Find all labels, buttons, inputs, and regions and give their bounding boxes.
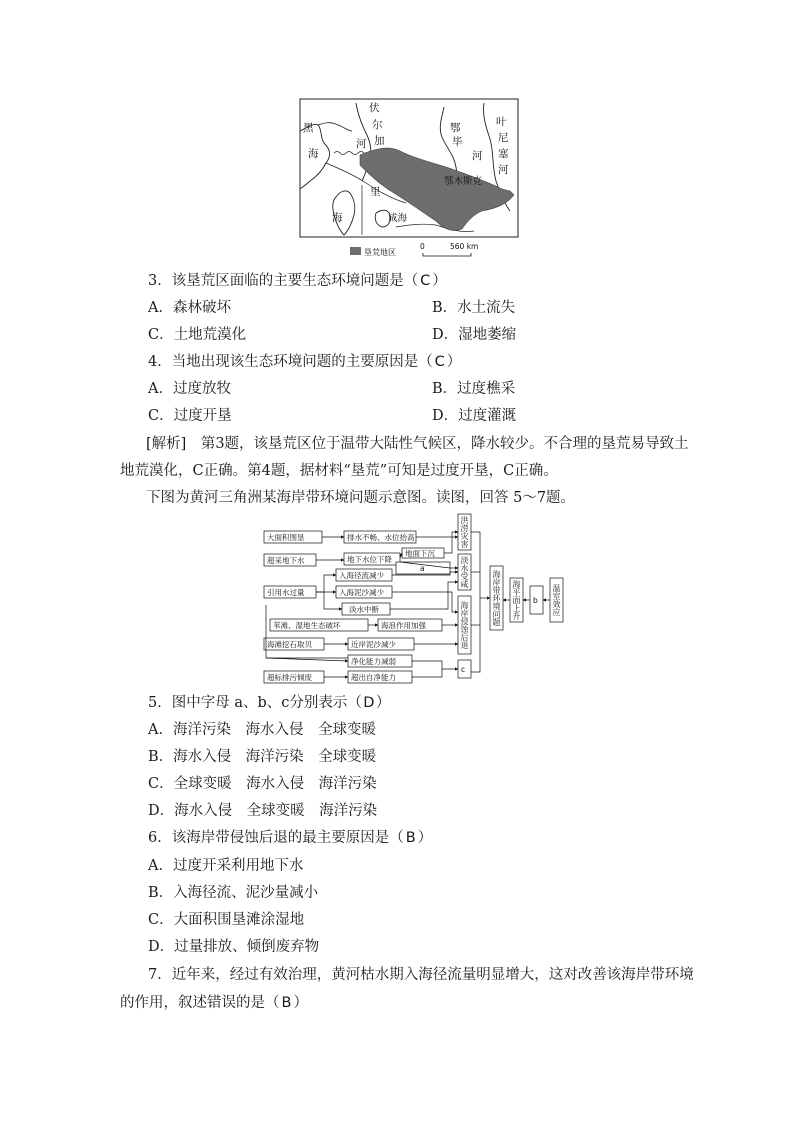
map-label-omsk: 鄂木斯克 bbox=[444, 176, 483, 187]
coastal-flow-diagram bbox=[262, 512, 572, 688]
flow-text-mid-7: 淡水中断 bbox=[349, 605, 379, 614]
q3-option-c: C．土地荒漠化 bbox=[148, 327, 247, 343]
map-label-ob-3: 河 bbox=[472, 150, 483, 162]
q6-option-b: B．入海径流、泥沙量减小 bbox=[148, 885, 319, 901]
map-label-black-2: 海 bbox=[308, 148, 319, 160]
flow-text-left-3: 引用水过量 bbox=[267, 588, 305, 597]
q5-stem: 5．图中字母 a、b、c分别表示（D） bbox=[148, 695, 391, 711]
flow-text-mid-6: 入海泥沙减少 bbox=[339, 588, 384, 597]
q3-option-a: A．森林破坏 bbox=[148, 300, 231, 316]
intro-text: 下图为黄河三角洲某海岸带环境问题示意图。读图，回答 5～7题。 bbox=[146, 490, 576, 506]
q6-answer: B bbox=[405, 830, 416, 846]
map-label-caspian-1: 里 bbox=[370, 186, 381, 198]
flow-text-mid-10: 净化能力减弱 bbox=[351, 657, 396, 666]
q7-answer: B bbox=[281, 995, 292, 1011]
map-label-volga-1: 伏 bbox=[369, 102, 380, 114]
map-label-volga-4: 河 bbox=[356, 138, 367, 150]
q3-answer: C bbox=[420, 273, 431, 289]
flow-text-mid-3: 地面下沉 bbox=[405, 549, 435, 558]
q4-option-c: C．过度开垦 bbox=[148, 408, 232, 424]
map-label-yenisei-4: 河 bbox=[498, 164, 509, 176]
scale-bar bbox=[423, 253, 471, 256]
map-label-yenisei-1: 叶 bbox=[496, 116, 507, 128]
flow-text-left-4: 苇滩、湿地生态破坏 bbox=[273, 621, 341, 630]
flow-text-left-1: 大面积围垦 bbox=[267, 533, 305, 542]
q5-option-b: B．海水入侵 海洋污染 全球变暖 bbox=[148, 749, 377, 765]
q4-option-a: A．过度放牧 bbox=[148, 381, 231, 397]
flow-text-c: c bbox=[461, 665, 466, 674]
q6-option-d: D．过量排放、倾倒废弃物 bbox=[148, 939, 320, 955]
analysis-line-2: 地荒漠化，C正确。第4题，据材料“垦荒”可知是过度开垦，C正确。 bbox=[120, 463, 558, 479]
flow-text-center: 海岸带环境问题 bbox=[492, 570, 501, 626]
map-label-yenisei-2: 尼 bbox=[498, 132, 509, 144]
q6-option-a: A．过度开采利用地下水 bbox=[148, 858, 304, 874]
q4-stem: 4．当地出现该生态环境问题的主要原因是（ C ） bbox=[148, 354, 462, 370]
scale-zero: 0 bbox=[420, 242, 425, 251]
q5-option-c: C．全球变暖 海水入侵 海洋污染 bbox=[148, 776, 377, 792]
q3-option-d: D．湿地萎缩 bbox=[432, 327, 517, 343]
q5-option-a: A．海洋污染 海水入侵 全球变暖 bbox=[148, 722, 376, 738]
flow-text-left-2: 超采地下水 bbox=[267, 556, 305, 565]
map-label-black-1: 黑 bbox=[303, 122, 314, 134]
q6-stem: 6．该海岸带侵蚀后退的最主要原因是（ B ） bbox=[148, 830, 433, 846]
flow-text-mid-5: 入海径流减少 bbox=[339, 571, 384, 580]
reclamation-map bbox=[296, 97, 522, 261]
q5-option-d: D．海水入侵 全球变暖 海洋污染 bbox=[148, 803, 378, 819]
map-label-caspian-2: 海 bbox=[332, 212, 343, 224]
q3-stem: 3．该垦荒区面临的主要生态环境问题是（ C ） bbox=[148, 273, 447, 289]
legend-swatch bbox=[350, 247, 361, 255]
flow-text-rise: 海平面上升 bbox=[512, 580, 521, 620]
flow-text-mid-4: a bbox=[420, 564, 425, 573]
q7-line-1: 7．近年来，经过有效治理，黄河枯水期入海径流量明显增大，这对改善该海岸带环境 bbox=[148, 967, 694, 983]
map-label-volga-2: 尔 bbox=[372, 119, 383, 131]
flow-text-mid-9: 近岸泥沙减少 bbox=[351, 640, 396, 649]
q5-answer: D bbox=[363, 695, 375, 711]
q4-answer: C bbox=[434, 354, 445, 370]
flow-text-b: b bbox=[533, 596, 538, 605]
map-label-volga-3: 加 bbox=[374, 135, 385, 147]
flow-text-col3-3: 海岸侵蚀后退 bbox=[460, 601, 469, 649]
scale-value: 560 km bbox=[450, 242, 479, 251]
q4-option-d: D．过度灌溉 bbox=[432, 408, 517, 424]
map-label-aral: 咸海 bbox=[388, 213, 408, 224]
flow-text-mid-8: 海浪作用加强 bbox=[381, 621, 426, 630]
map-label-yenisei-3: 塞 bbox=[498, 148, 509, 160]
legend-label: 垦荒地区 bbox=[364, 248, 396, 257]
analysis-line-1: [解析] 第3题，该垦荒区位于温带大陆性气候区，降水较少。不合理的垦荒易导致土 bbox=[146, 436, 689, 452]
flow-text-mid-1: 排水不畅、水位抬高 bbox=[347, 533, 415, 542]
q6-option-c: C．大面积围垦滩涂湿地 bbox=[148, 912, 305, 928]
flow-text-col3-2: 淡水受咸 bbox=[460, 556, 469, 588]
flow-text-left-6: 超标排污倾废 bbox=[267, 673, 312, 682]
q3-option-b: B．水土流失 bbox=[432, 300, 516, 316]
map-label-ob-1: 鄂 bbox=[450, 122, 461, 134]
map-label-ob-2: 毕 bbox=[452, 136, 463, 148]
flow-text-left-5: 海滩挖石取贝 bbox=[267, 640, 312, 649]
flow-text-greenhouse: 温室效应 bbox=[552, 584, 561, 616]
flow-text-mid-11: 超出自净能力 bbox=[351, 673, 396, 682]
flow-text-col3-1: 洪涝灾害 bbox=[460, 516, 469, 548]
q7-line-2: 的作用，叙述错误的是（ B ） bbox=[120, 995, 308, 1011]
flow-text-mid-2: 地下水位下降 bbox=[347, 555, 392, 564]
q4-option-b: B．过度樵采 bbox=[432, 381, 516, 397]
